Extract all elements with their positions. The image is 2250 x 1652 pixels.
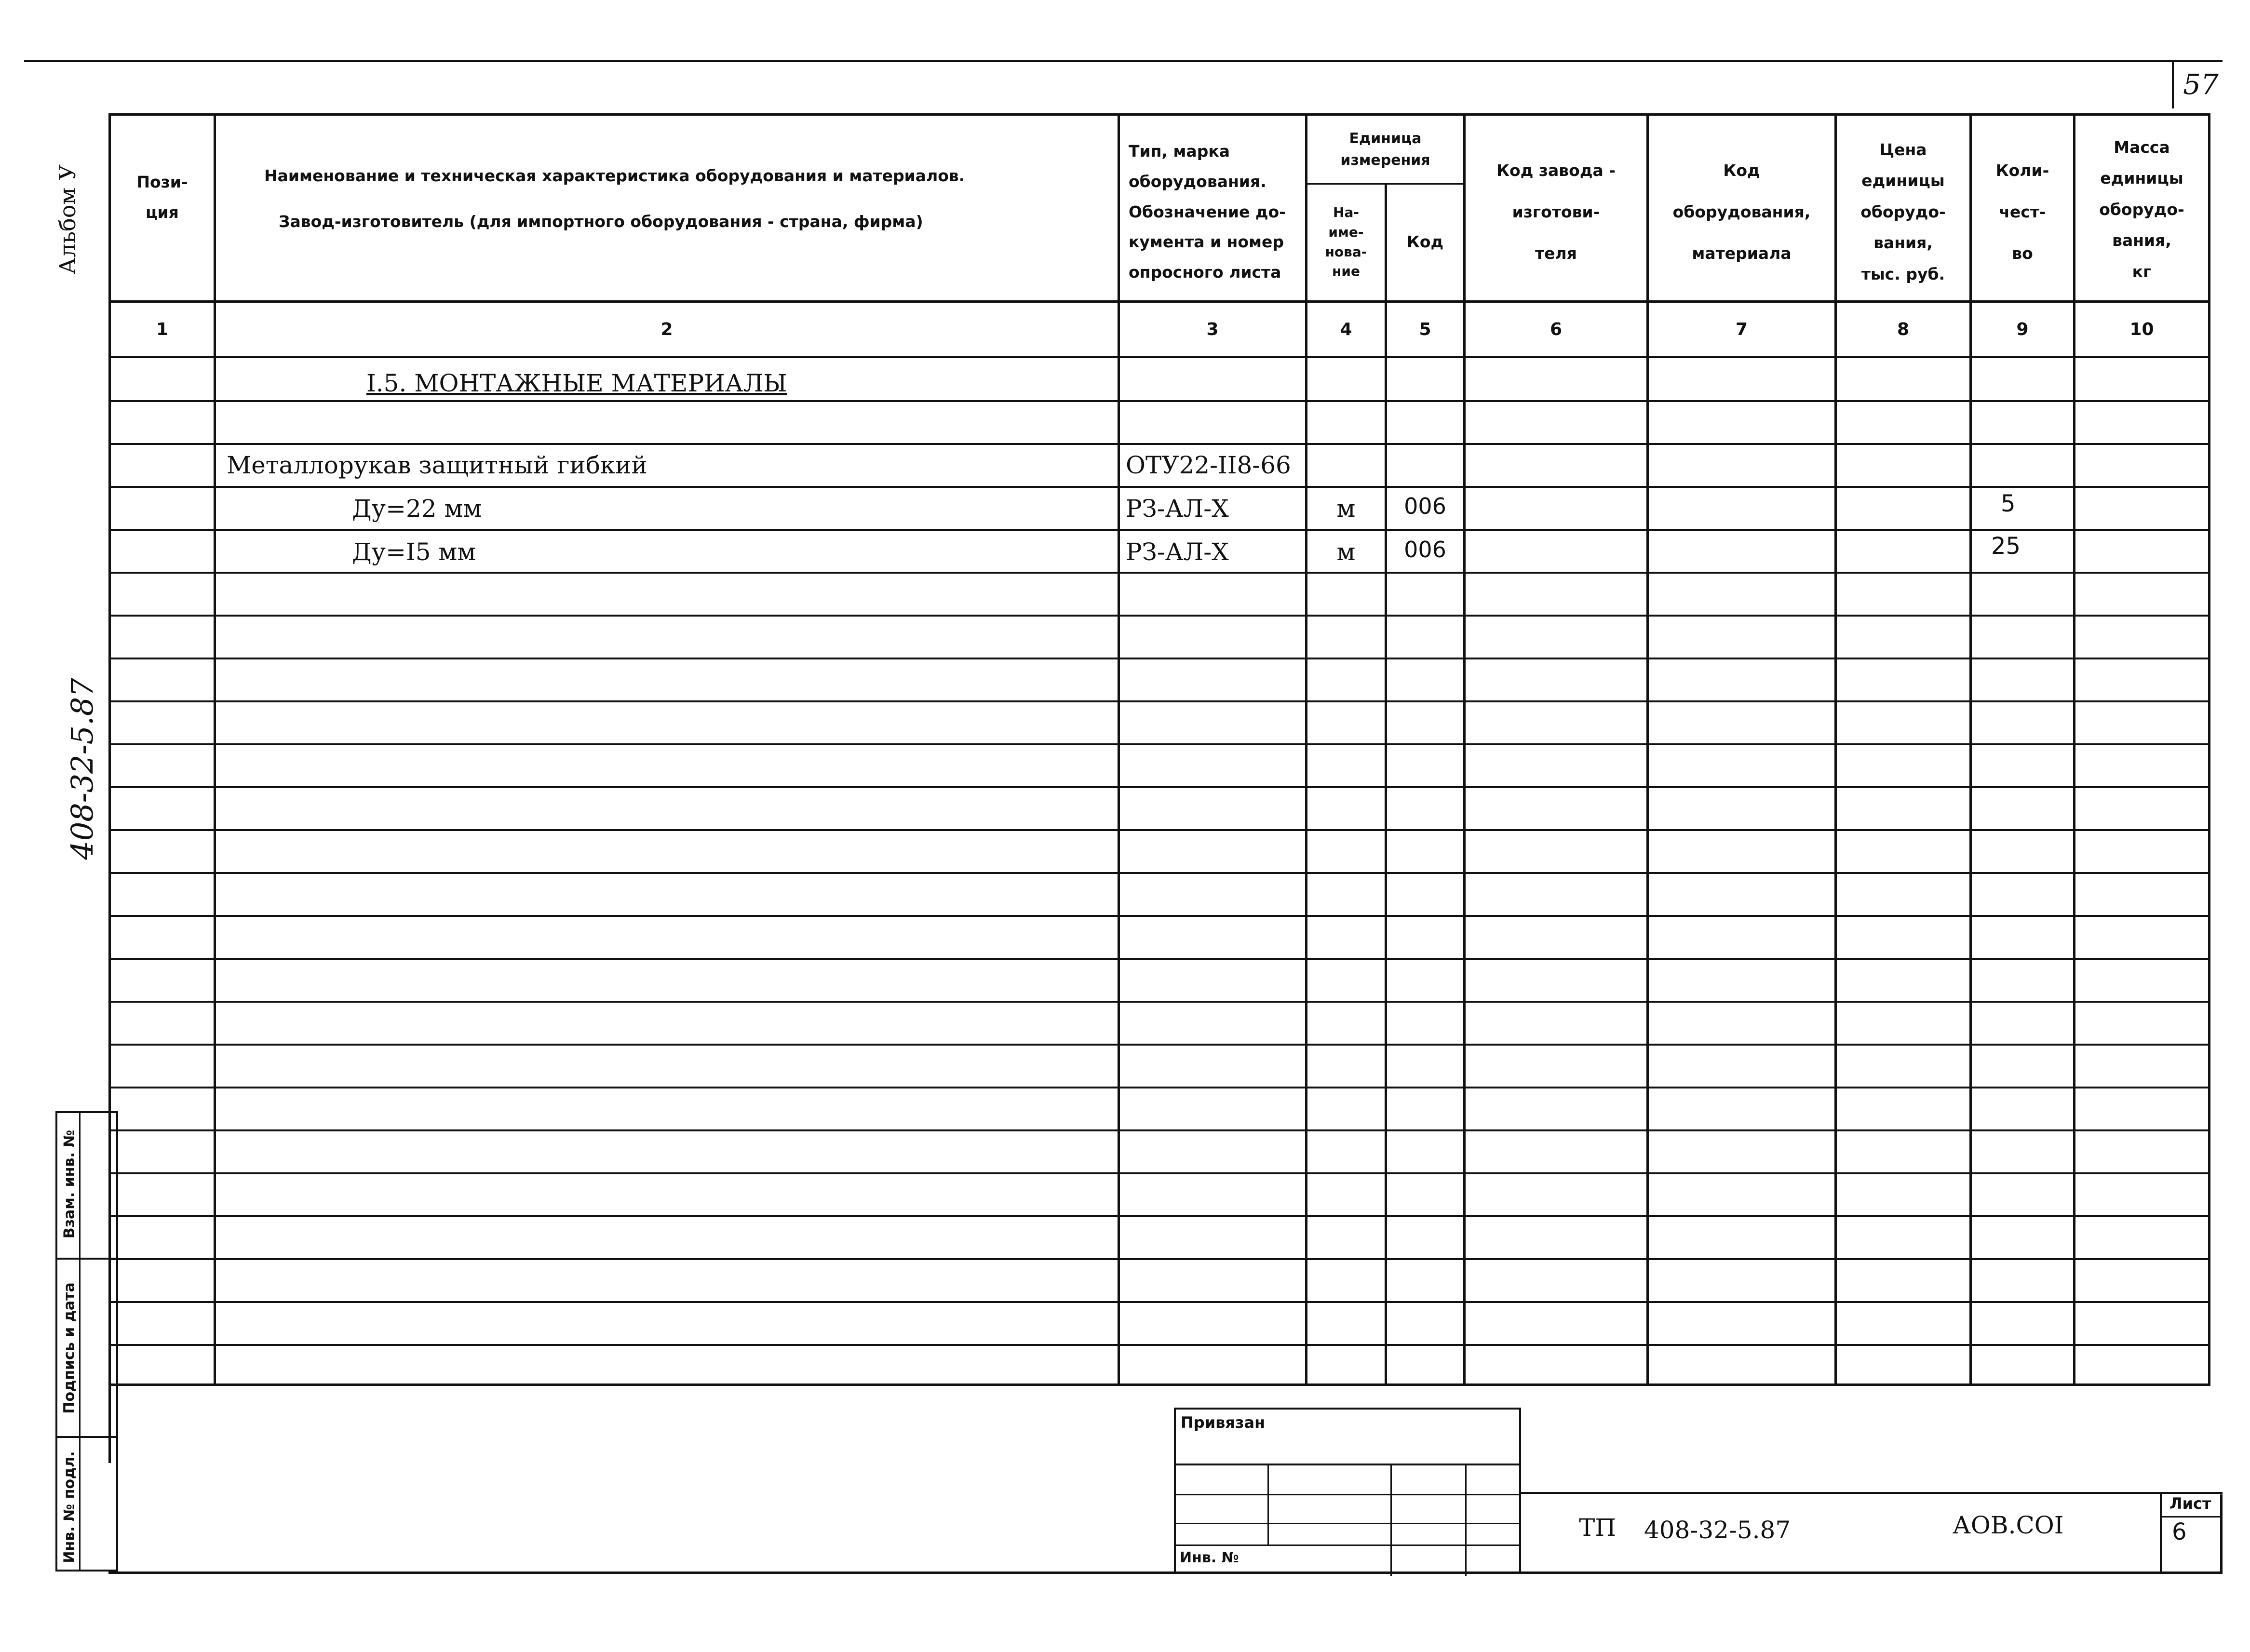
frame-bottom [108,1571,2223,1574]
row-4-code: 006 [1404,493,1446,519]
numbers-bottom [108,356,2210,358]
doc-number: 408-32-5.87 [1644,1516,1791,1544]
row-4-unit: м [1336,495,1356,523]
row-rule [108,958,2210,960]
row-4-name: Ду=22 мм [352,495,482,523]
inv-label: Инв. № [1180,1549,1239,1566]
row-rule [108,1129,2210,1131]
side-field-3: Инв. № подл. [61,1451,78,1563]
side-code: 408-32-5.87 [64,678,100,860]
row-rule [108,1258,2210,1260]
header-pos: Пози- ция [136,173,188,222]
row-rule [108,572,2210,574]
row-5-type: РЗ-АЛ-Х [1126,538,1229,566]
row-rule [108,1044,2210,1046]
header-mass: Масса единицы оборудо- вания, кг [2099,138,2184,281]
colnum-9: 9 [2016,319,2029,339]
colnum-8: 8 [1897,319,1910,339]
colnum-3: 3 [1206,319,1219,339]
header-type: Тип, марка оборудования. Обозначение до- кумента и номер опросного листа [1129,142,1286,282]
sheet-box-mid [2160,1516,2223,1518]
row-5-code: 006 [1404,537,1446,563]
title-block-top [1521,1492,2223,1494]
privyazan-box [1174,1408,1521,1574]
colnum-6: 6 [1549,319,1563,339]
colnum-4: 4 [1340,319,1352,339]
col-line-4 [1385,183,1387,1386]
row-4-type: РЗ-АЛ-Х [1126,495,1229,523]
top-rule [24,60,2223,62]
header-qty: Коли- чест- во [1995,161,2049,263]
row-rule [108,829,2210,831]
table-top [108,113,2210,116]
row-3-name: Металлорукав защитный гибкий [227,451,647,479]
privyazan-label: Привязан [1181,1413,1266,1432]
table-bottom [108,1383,2210,1386]
frame-right [2220,1494,2223,1574]
header-unit-code: Код [1406,232,1444,252]
colnum-2: 2 [660,319,673,339]
tp-label: ТП [1579,1514,1616,1542]
row-rule [108,1344,2210,1346]
colnum-10: 10 [2129,319,2154,339]
page-number: 57 [2183,68,2219,101]
row-rule [108,486,2210,488]
page-number-box-left [2172,60,2174,108]
sheet-number: 6 [2172,1518,2187,1545]
row-rule [108,743,2210,745]
row-rule [108,400,2210,402]
row-rule [108,872,2210,874]
side-field-1: Взам. инв. № [61,1129,78,1239]
header-price: Цена единицы оборудо- вания, тыс. руб. [1860,140,1946,283]
row-rule [108,615,2210,617]
row-rule [108,1301,2210,1303]
row-5-unit: м [1336,538,1356,566]
colnum-5: 5 [1419,319,1431,339]
row-rule [108,1001,2210,1003]
row-rule [108,700,2210,702]
sheet-label: Лист [2169,1494,2211,1513]
row-rule [108,1087,2210,1088]
doc-code: АОВ.СОI [1953,1511,2064,1539]
header-unit-name: На- име- нова- ние [1325,204,1367,280]
row-rule [108,443,2210,445]
row-rule [108,529,2210,531]
colnum-7: 7 [1735,319,1748,339]
header-name-line1: Наименование и техническая характеристика оборудования и материалов. [264,166,965,185]
row-4-qty: 5 [2001,490,2016,517]
section-heading: I.5. МОНТАЖНЫЕ МАТЕРИАЛЫ [366,369,787,397]
row-rule [108,786,2210,788]
colnum-1: 1 [156,319,169,339]
header-name-line2: Завод-изготовитель (для импортного оборудования - страна, фирма) [279,212,923,231]
row-5-name: Ду=I5 мм [352,538,476,566]
unit-subheader-line [1305,183,1463,185]
row-3-type: ОТУ22-II8-66 [1126,451,1291,479]
header-equip-code: Код оборудования, материала [1672,161,1811,263]
side-field-2: Подпись и дата [61,1282,78,1414]
row-rule [108,658,2210,659]
row-5-qty: 25 [1991,533,2021,560]
col-line-10 [2208,113,2210,1386]
album-label: Альбом У [54,164,81,275]
sheet-box-left [2160,1492,2162,1574]
header-unit-group: Единица измерения [1340,130,1430,169]
header-factory-code: Код завода - изготови- теля [1496,161,1616,263]
row-rule [108,1172,2210,1174]
row-rule [108,915,2210,917]
row-rule [108,1215,2210,1217]
